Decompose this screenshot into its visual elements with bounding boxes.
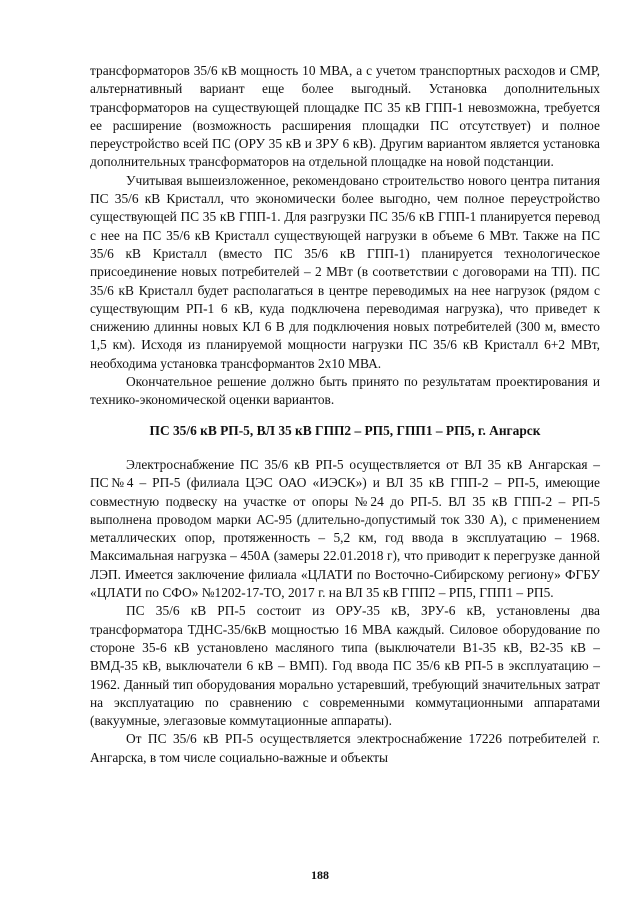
paragraph-power-supply: Электроснабжение ПС 35/6 кВ РП-5 осуществляется от ВЛ 35 кВ Ангарская – ПС№4 – РП-5 (филиала ЦЭС ОАО «ИЭСК») и ВЛ 35 кВ ГПП-2 – РП-5, имеющие совместную подвеску на участке от опоры №24 до РП-5. ВЛ 35 кВ ГПП-2 – РП-5 выполнена проводом марки АС-95 (длительно-допустимый ток 330 А), с применением металлических опор, протяженность – 5,2 км, год ввода в эксплуатацию – 1968. Максимальная нагрузка – 450А (замеры 22.01.2018 г), что приводит к перегрузке данной ЛЭП. Имеется заключение филиала «ЦЛАТИ по Восточно-Сибирскому региону» ФГБУ «ЦЛАТИ по СФО» №1202-17-ТО, 2017 г. на ВЛ 35 кВ ГПП2 – РП5, ГПП1 – РП5. xyxy=(90,456,600,601)
document-page xyxy=(90,62,600,767)
paragraph-consumers: От ПС 35/6 кВ РП-5 осуществляется электроснабжение 17226 потребителей г. Ангарска, в том числе социально-важные и объекты xyxy=(90,731,600,765)
paragraph-final-decision: Окончательное решение должно быть принято по результатам проектирования и технико-экономической оценки вариантов. xyxy=(90,374,600,408)
paragraph-recommendation: Учитывая вышеизложенное, рекомендовано строительство нового центра питания ПС 35/6 кВ Кристалл, что экономически более выгодно, чем полное переустройство существующей ПС 35 кВ ГПП-1. Для разгрузки ПС 35/6 кВ ГПП-1 планируется перевод с нее на ПС 35/6 кВ Кристалл существующей нагрузки в объеме 6 МВт. Также на ПС 35/6 кВ Кристалл (вместо ПС 35/6 кВ ГПП-1) планируется технологическое присоединение новых потребителей – 2 МВт (в соответствии с договорами на ТП). ПС 35/6 кВ Кристалл будет располагаться в центре переводимых на нее нагрузок (рядом с существующим РП-1 6 кВ, куда подключена переводимая нагрузка), что приведет к снижению длинны новых КЛ 6 В для подключения новых потребителей (300 м, вместо 1,5 км). Исходя из планируемой мощности нагрузки ПС 35/6 кВ Кристалл 6+2 МВт, необходима установка трансформантов 2х10 МВА. xyxy=(90,172,600,371)
section-heading: ПС 35/6 кВ РП-5, ВЛ 35 кВ ГПП2 – РП5, ГПП1 – РП5, г. Ангарск xyxy=(149,422,541,438)
paragraph-continuation: трансформаторов 35/6 кВ мощность 10 МВА, а с учетом транспортных расходов и СМР, альтернативный вариант еще более выгодный. Установка дополнительных трансформаторов на существующей площадке ПС 35 кВ ГПП-1 невозможна, требуется ее расширение (возможность расширения площадки ПС отсутствует) и полное переустройство всей ПС (ОРУ 35 кВ и ЗРУ 6 кВ). Другим вариантом является установка дополнительных трансформаторов на отдельной площадке на новой подстанции. xyxy=(90,63,600,170)
paragraph-substation-composition: ПС 35/6 кВ РП-5 состоит из ОРУ-35 кВ, ЗРУ-6 кВ, установлены два трансформатора ТДНС-35/6кВ мощностью 16 МВА каждый. Силовое оборудование по стороне 35-6 кВ установлено масляного типа (выключатели В1-35 кВ, В2-35 кВ – ВМД-35 кВ, выключатели 6 кВ – ВМП). Год ввода ПС 35/6 кВ РП-5 в эксплуатацию – 1962. Данный тип оборудования морально устаревший, требующий значительных затрат на эксплуатацию по сравнению с современными коммутационными аппаратами (вакуумные, элегазовые коммутационные аппараты). xyxy=(90,603,600,729)
page-number: 188 xyxy=(311,868,329,882)
